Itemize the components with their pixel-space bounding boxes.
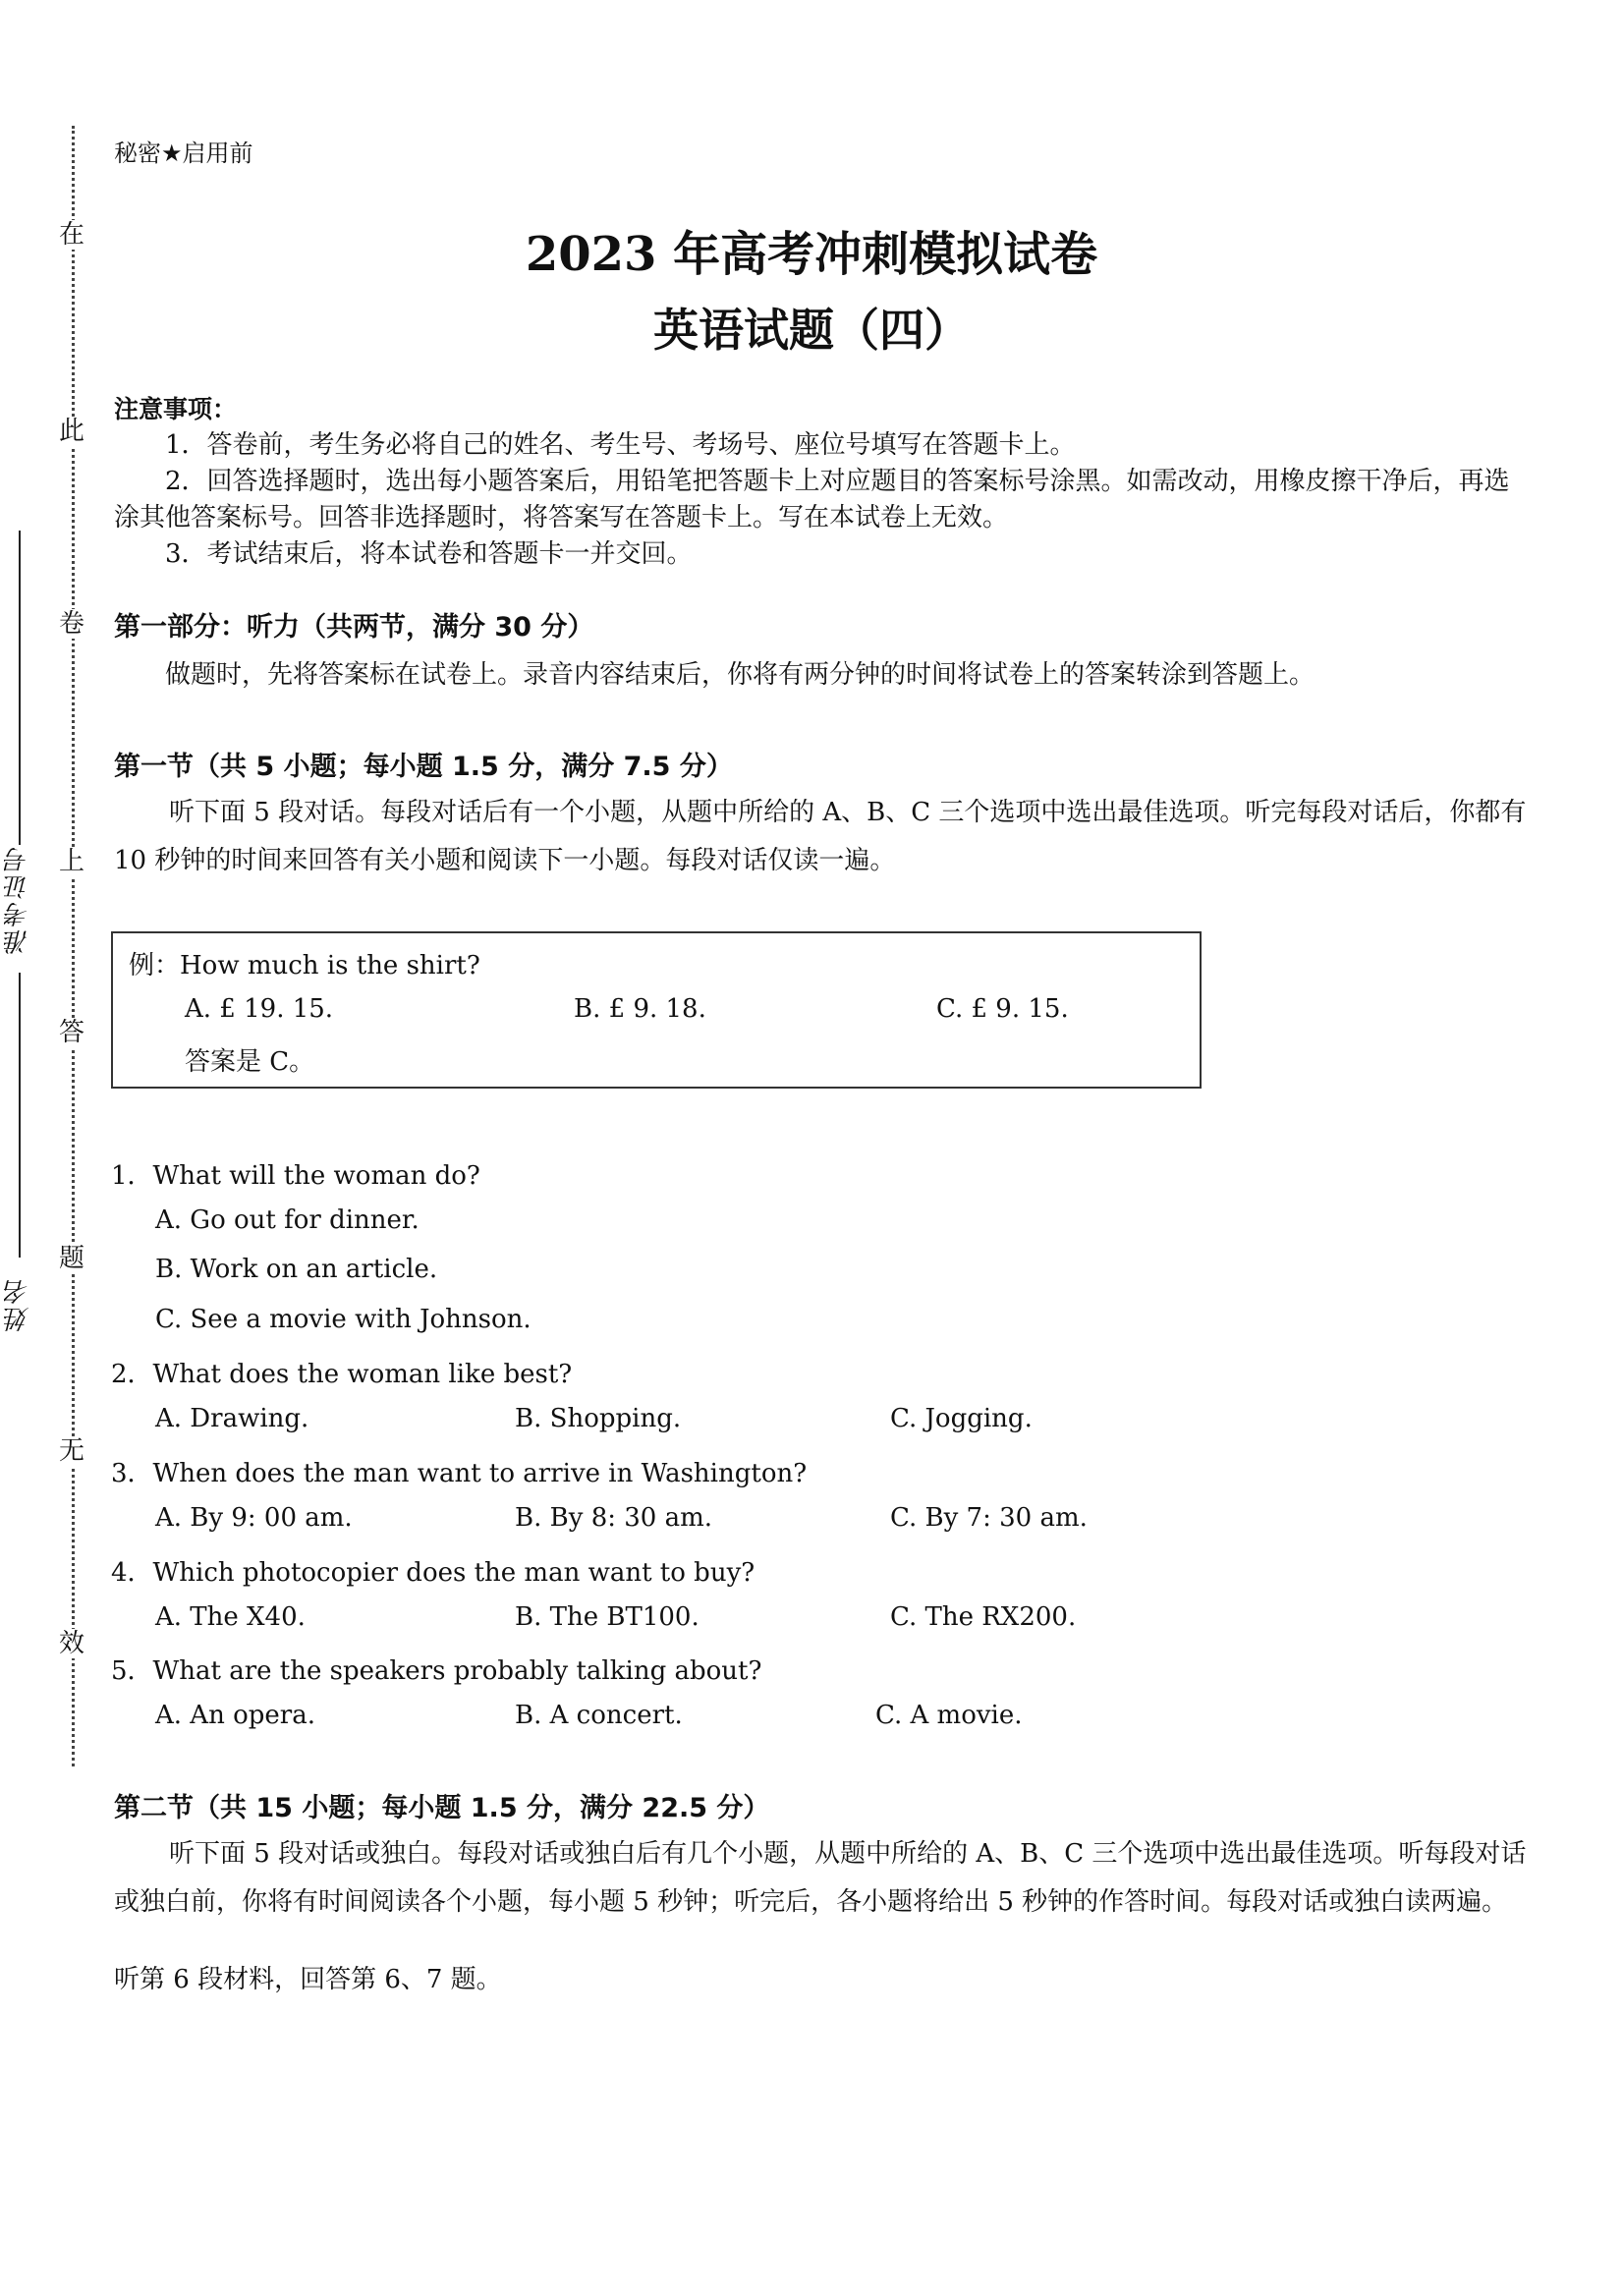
binding-char: 无 [58,1436,84,1466]
exam-id-label: 准考证号 [4,845,33,955]
notice-item: 3．考试结束后，将本试卷和答题卡一并交回。 [165,539,693,569]
question-option: A. The X40. [155,1602,306,1632]
binding-char: 卷 [58,609,84,639]
notice-item: 2．回答选择题时，选出每小题答案后，用铅笔把答题卡上对应题目的答案标号涂黑。如需改动，用橡皮擦干净后，再选涂其他答案标号。回答非选择题时，将答案写在答题卡上。写在本试卷上无效。 [114,467,1510,532]
question-option: C. A movie. [875,1701,1023,1730]
question: 3．When does the man want to arrive in Washington? [111,1459,808,1488]
question-option: C. By 7: 30 am. [890,1503,1088,1533]
question: 5．What are the speakers probably talking about? [111,1656,762,1686]
question-option: B. By 8: 30 am. [515,1503,713,1533]
example-option: A. £ 19. 15. [185,994,334,1024]
binding-char: 上 [58,847,84,876]
question-option: A. Go out for dinner. [155,1205,420,1235]
notice-item: 1．答卷前，考生务必将自己的姓名、考生号、考场号、座位号填写在答题卡上。 [165,430,1076,460]
section1-instruction: 听下面 5 段对话。每段对话后有一个小题，从题中所给的 A、B、C 三个选项中选出最佳选项。听完每段对话后，你都有 10 秒钟的时间来回答有关小题和阅读下一小题。每段对话仅读一遍。 [114,798,1527,875]
question: 4．Which photocopier does the man want to buy? [111,1558,756,1588]
page-subtitle: 英语试题（四） [653,304,970,357]
example-option: B. £ 9. 18. [574,994,706,1024]
question-option: C. See a movie with Johnson. [155,1305,532,1334]
name-label: 姓名 [4,1277,33,1332]
question: 2．What does the woman like best? [111,1360,573,1389]
section2 [114,1790,1529,1998]
binding-char: 此 [58,417,84,446]
binding-char: 在 [58,220,84,250]
example-box [111,931,1202,1089]
example-answer: 答案是 C。 [185,1047,315,1077]
question-option: A. By 9: 00 am. [155,1503,353,1533]
question-option: B. The BT100. [515,1602,700,1632]
name-line [19,973,21,1258]
binding-dotted-line [72,126,75,1766]
question-option: A. An opera. [155,1701,315,1730]
section2-material-note: 听第 6 段材料，回答第 6、7 题。 [114,1965,502,1994]
question-option: A. Drawing. [155,1404,309,1433]
question-option: C. Jogging. [890,1404,1033,1433]
section1 [114,749,1529,885]
notice-heading: 注意事项： [114,395,238,423]
question: 1．What will the woman do? [111,1161,480,1191]
example-option: C. £ 9. 15. [936,994,1069,1024]
question-option: B. Shopping. [515,1404,682,1433]
part1-section [114,609,1529,694]
part1-instruction: 做题时，先将答案标在试卷上。录音内容结束后，你将有两分钟的时间将试卷上的答案转涂到答题上。 [165,660,1315,690]
section1-heading: 第一节（共 5 小题；每小题 1.5 分，满分 7.5 分） [114,752,733,782]
question-option: C. The RX200. [890,1602,1077,1632]
binding-char: 答 [58,1018,84,1047]
section2-instruction: 听下面 5 段对话或独白。每段对话或独白后有几个小题，从题中所给的 A、B、C 三个选项中选出最佳选项。听每段对话或独白前，你将有时间阅读各个小题，每小题 5 秒钟；听完后，各小题将给出 5 秒钟的作答时间。每段对话或独白读两遍。 [114,1839,1527,1917]
part1-heading: 第一部分：听力（共两节，满分 30 分） [114,612,594,643]
confidential-mark: 秘密★启用前 [114,140,253,167]
section2-heading: 第二节（共 15 小题；每小题 1.5 分，满分 22.5 分） [114,1793,770,1823]
question-option: B. Work on an article. [155,1255,438,1284]
binding-char: 题 [58,1244,84,1273]
binding-char: 效 [58,1629,84,1658]
exam-id-line [19,531,21,845]
notice-section [114,391,1529,573]
example-question: 例：How much is the shirt? [129,951,480,980]
page-title: 2023 年高考冲刺模拟试卷 [525,227,1098,282]
question-option: B. A concert. [515,1701,683,1730]
